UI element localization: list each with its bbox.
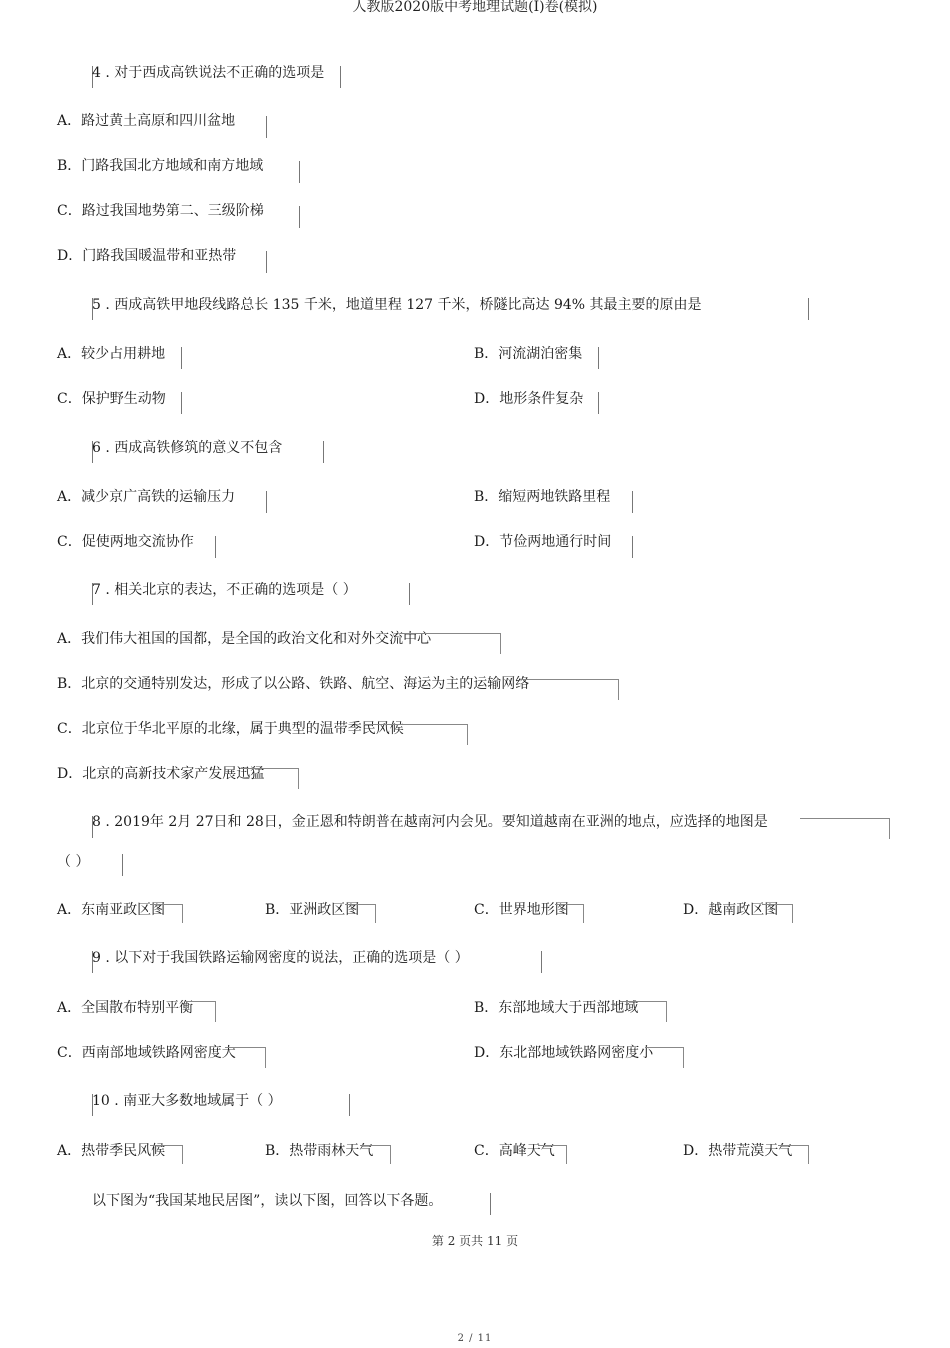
question-9-option-a[interactable]: A．全国散布特别平衡 xyxy=(57,1000,194,1016)
answer-box xyxy=(538,1145,567,1164)
question-5-option-b[interactable]: B．河流湖泊密集 xyxy=(474,346,583,362)
margin-bar xyxy=(181,347,182,369)
margin-bar xyxy=(808,298,809,320)
answer-box xyxy=(185,1001,216,1022)
question-7-option-a[interactable]: A．我们伟大祖国的国都，是全国的政治文化和对外交流中心 xyxy=(57,631,432,647)
question-8-option-a[interactable]: A．东南亚政区图 xyxy=(57,902,166,918)
answer-box xyxy=(345,904,376,923)
answer-box xyxy=(778,1145,809,1164)
margin-bar xyxy=(632,491,633,513)
margin-bar xyxy=(349,1094,350,1116)
answer-box xyxy=(555,904,584,923)
margin-bar xyxy=(122,854,123,876)
question-9-option-c[interactable]: C．西南部地域铁路网密度大 xyxy=(57,1045,236,1061)
question-5-option-a[interactable]: A．较少占用耕地 xyxy=(57,346,166,362)
answer-box xyxy=(364,724,468,745)
answer-box xyxy=(762,904,793,923)
question-8-option-b[interactable]: B．亚洲政区图 xyxy=(265,902,360,918)
question-7-option-c[interactable]: C．北京位于华北平原的北缘，属于典型的温带季民风候 xyxy=(57,721,404,737)
question-10-stem: 10 . 南亚大多数地域属于（ ） xyxy=(92,1093,282,1109)
question-7-stem: 7 . 相关北京的表达，不正确的选项是（ ） xyxy=(92,582,357,598)
margin-bar xyxy=(266,116,267,138)
answer-box xyxy=(400,633,501,654)
margin-bar xyxy=(598,347,599,369)
margin-bar xyxy=(323,441,324,463)
question-4-stem: 4 . 对于西成高铁说法不正确的选项是 xyxy=(92,65,325,81)
question-5-stem: 5 . 西成高铁甲地段线路总长 135 千米，地道里程 127 千米，桥隧比高达 94% 其最主要的原由是 xyxy=(92,297,702,313)
answer-box xyxy=(150,904,183,923)
question-9-stem: 9 . 以下对于我国铁路运输网密度的说法，正确的选项是（ ） xyxy=(92,950,469,966)
question-6-option-d[interactable]: D．节俭两地通行时间 xyxy=(474,534,612,550)
answer-box xyxy=(520,679,619,700)
margin-bar xyxy=(632,536,633,558)
margin-bar xyxy=(340,66,341,88)
question-6-option-a[interactable]: A．减少京广高铁的运输压力 xyxy=(57,489,236,505)
margin-bar xyxy=(541,951,542,973)
question-6-stem: 6 . 西成高铁修筑的意义不包含 xyxy=(92,440,283,456)
margin-bar xyxy=(598,392,599,414)
question-4-option-d[interactable]: D．门路我国暖温带和亚热带 xyxy=(57,248,237,264)
question-6-option-b[interactable]: B．缩短两地铁路里程 xyxy=(474,489,611,505)
question-8-stem: 8 . 2019年 2月 27日和 28日，金正恩和特朗普在越南河内会见。要知道越南在亚洲的地点，应选择的地图是 xyxy=(92,814,768,830)
answer-box xyxy=(360,1145,391,1164)
answer-box xyxy=(620,1001,667,1022)
question-4-option-c[interactable]: C．路过我国地势第二、三级阶梯 xyxy=(57,203,264,219)
question-6-option-c[interactable]: C．促使两地交流协作 xyxy=(57,534,194,550)
question-9-option-d[interactable]: D．东北部地域铁路网密度小 xyxy=(474,1045,654,1061)
question-9-option-b[interactable]: B．东部地域大于西部地域 xyxy=(474,1000,639,1016)
answer-box xyxy=(240,768,299,789)
figure-intro-text: 以下图为“我国某地民居图”，读以下图，回答以下各题。 xyxy=(92,1193,443,1209)
question-10-option-d[interactable]: D．热带荒漠天气 xyxy=(683,1143,793,1159)
answer-box xyxy=(150,1145,183,1164)
question-8-answer-paren: （ ） xyxy=(57,854,90,870)
margin-bar xyxy=(490,1193,491,1215)
question-4-option-b[interactable]: B．门路我国北方地域和南方地域 xyxy=(57,158,264,174)
margin-bar xyxy=(181,392,182,414)
page-number-label: 第 2 页共 11 页 xyxy=(431,1234,519,1248)
question-5-option-d[interactable]: D．地形条件复杂 xyxy=(474,391,584,407)
margin-bar xyxy=(266,491,267,513)
margin-bar xyxy=(409,583,410,605)
document-title: 人教版2020版中考地理试题(I)卷(模拟) xyxy=(352,0,598,15)
answer-box xyxy=(800,818,890,839)
question-8-option-c[interactable]: C．世界地形图 xyxy=(474,902,569,918)
answer-box xyxy=(645,1047,684,1068)
margin-bar xyxy=(299,161,300,183)
answer-box xyxy=(225,1047,266,1068)
question-10-option-b[interactable]: B．热带雨林天气 xyxy=(265,1143,374,1159)
margin-bar xyxy=(266,251,267,273)
question-10-option-c[interactable]: C．高峰天气 xyxy=(474,1143,555,1159)
question-7-option-b[interactable]: B．北京的交通特别发达，形成了以公路、铁路、航空、海运为主的运输网络 xyxy=(57,676,530,692)
margin-bar xyxy=(299,206,300,228)
question-7-option-d[interactable]: D．北京的高新技术家产发展迅猛 xyxy=(57,766,265,782)
question-5-option-c[interactable]: C．保护野生动物 xyxy=(57,391,166,407)
question-4-option-a[interactable]: A．路过黄土高原和四川盆地 xyxy=(57,113,236,129)
question-10-option-a[interactable]: A．热带季民风候 xyxy=(57,1143,166,1159)
question-8-option-d[interactable]: D．越南政区图 xyxy=(683,902,779,918)
page-counter: 2 / 11 xyxy=(457,1333,493,1344)
margin-bar xyxy=(215,536,216,558)
